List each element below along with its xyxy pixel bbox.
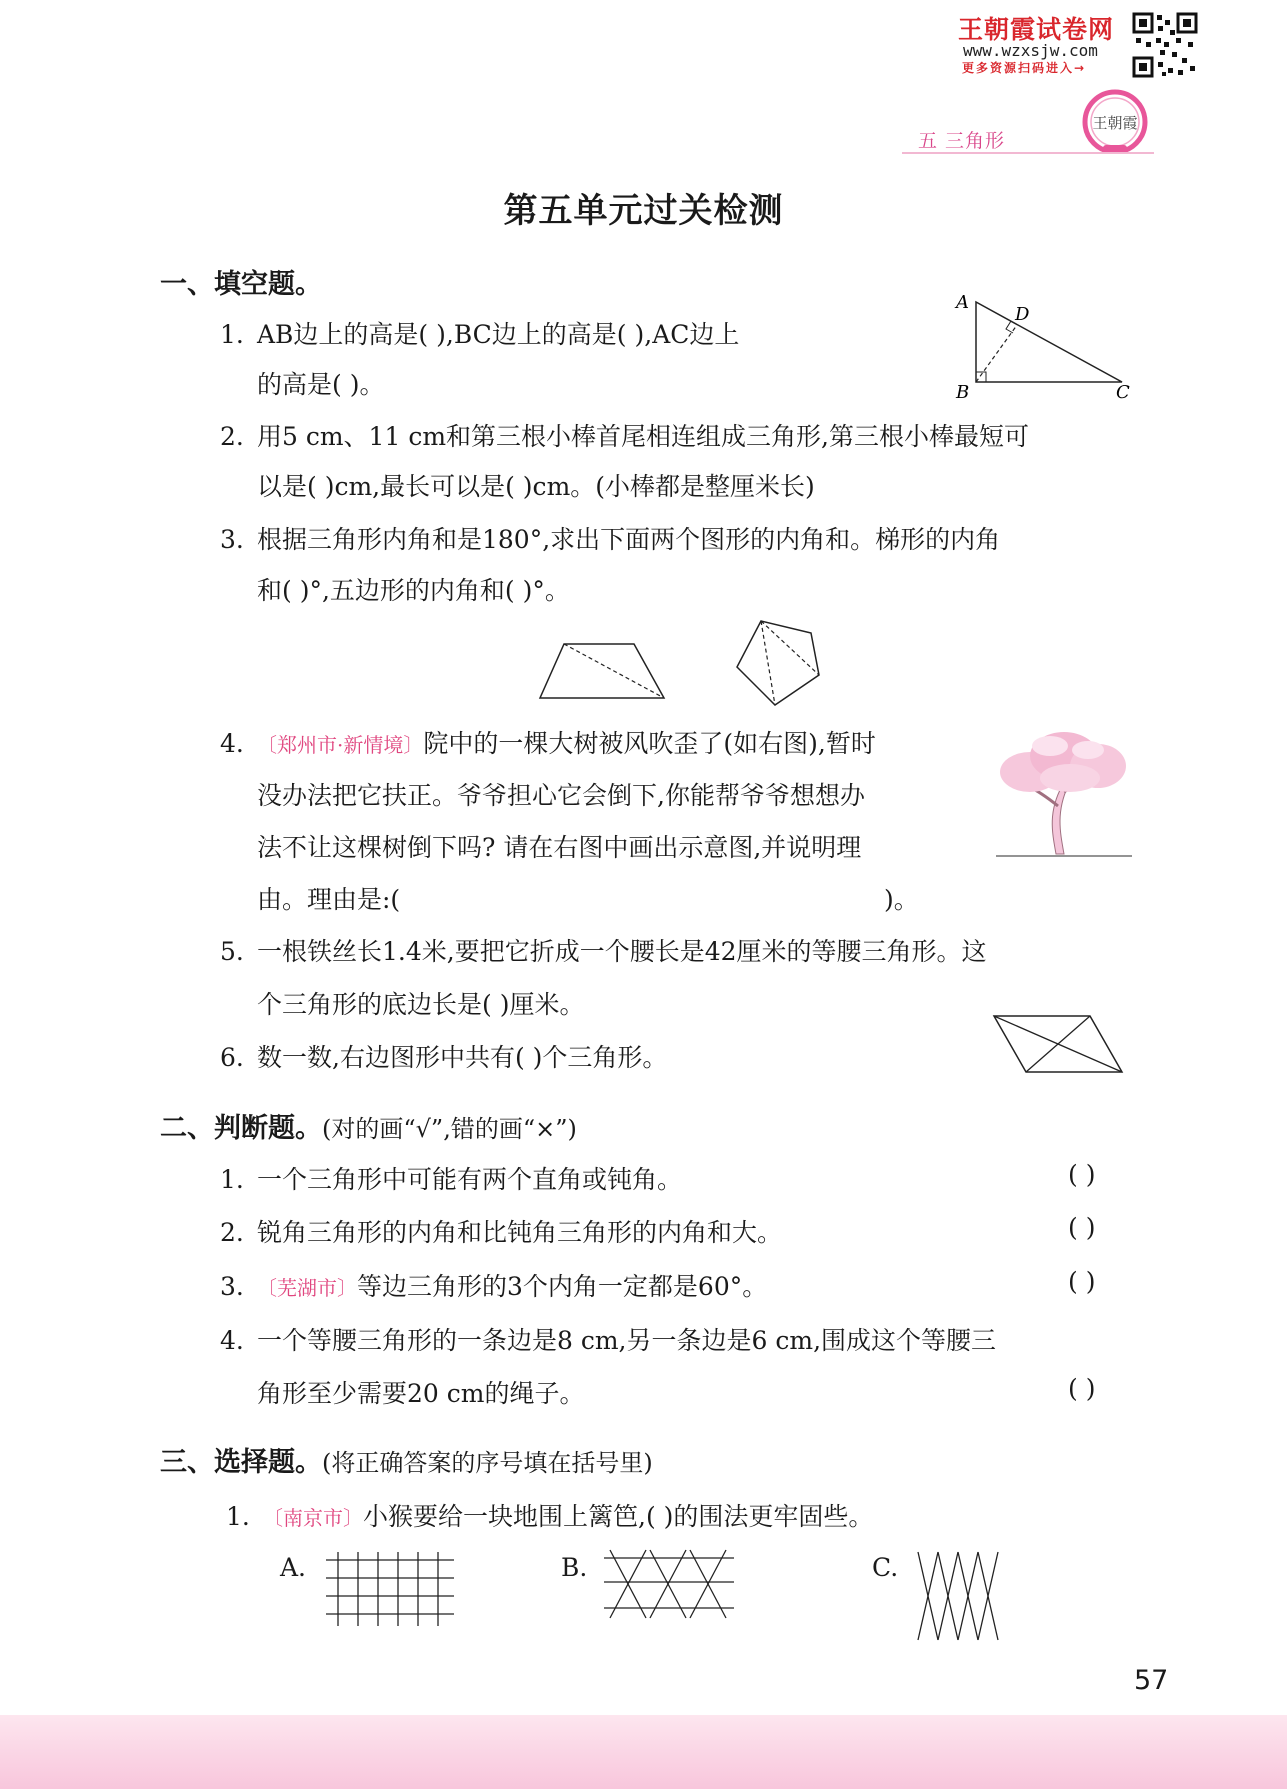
parallelogram-figure	[990, 1012, 1126, 1076]
vertex-d-label: D	[1015, 304, 1030, 325]
q3-text-1: 根据三角形内角和是180°,求出下面两个图形的内角和。梯形的内角	[257, 525, 1001, 554]
q6-text-1: 数一数,右边图形中共有( )个三角形。	[257, 1043, 668, 1072]
q3-line-2: 和( )°,五边形的内角和( )°。	[257, 576, 570, 605]
q1-number: 1.	[220, 320, 244, 349]
judge-q4-answer-blank[interactable]: ( )	[1068, 1374, 1096, 1403]
vertex-a-label: A	[956, 292, 969, 313]
judge-q3-text: 等边三角形的3个内角一定都是60°。	[357, 1272, 768, 1301]
q5-line-2: 个三角形的底边长是( )厘米。	[257, 990, 585, 1019]
q2-number: 2.	[220, 422, 244, 451]
section-1-heading: 一、填空题。	[160, 269, 322, 300]
right-triangle-figure	[950, 290, 1140, 402]
judge-q2-text: 锐角三角形的内角和比钝角三角形的内角和大。	[257, 1218, 783, 1247]
judge-q4-line-1	[220, 1321, 996, 1357]
page-title: 第五单元过关检测	[503, 191, 784, 231]
choice-q1-source-tag: 〔南京市〕	[263, 1506, 363, 1530]
q4-line-1	[220, 724, 876, 760]
section-3-title: 三、选择题。	[160, 1447, 322, 1478]
page-number: 57	[1134, 1665, 1169, 1696]
fence-grid-option-a[interactable]	[326, 1550, 454, 1626]
judge-q1-number: 1.	[220, 1165, 244, 1194]
q2-line-2: 以是( )cm,最长可以是( )cm。(小棒都是整厘米长)	[257, 472, 815, 501]
judge-q2	[220, 1213, 782, 1249]
option-b-label[interactable]: B.	[561, 1553, 588, 1582]
unit-underline	[902, 152, 1154, 154]
q4-line-4a: 由。理由是:(	[257, 885, 401, 914]
leaning-tree-figure	[990, 720, 1136, 870]
judge-q3-number: 3.	[220, 1272, 244, 1301]
fence-cross-option-b[interactable]	[604, 1548, 734, 1620]
section-2-title: 二、判断题。	[160, 1113, 322, 1144]
q1-text-1: AB边上的高是( ),BC边上的高是( ),AC边上	[257, 320, 740, 349]
q5-line-1	[220, 932, 987, 968]
q4-line-3: 法不让这棵树倒下吗? 请在右图中画出示意图,并说明理	[257, 833, 862, 862]
option-c-label[interactable]: C.	[872, 1553, 899, 1582]
q6-line-1	[220, 1038, 667, 1074]
svg-text:王朝霞: 王朝霞	[1092, 114, 1138, 132]
q1-line-1	[220, 315, 739, 351]
brand-badge-logo	[1073, 82, 1157, 154]
judge-q3-source-tag: 〔芜湖市〕	[257, 1276, 357, 1300]
fence-zigzag-option-c[interactable]	[914, 1548, 1004, 1644]
footer-band	[0, 1715, 1287, 1789]
judge-q4-text-1: 一个等腰三角形的一条边是8 cm,另一条边是6 cm,围成这个等腰三	[257, 1326, 997, 1355]
section-2-heading	[160, 1106, 577, 1145]
judge-q1-text: 一个三角形中可能有两个直角或钝角。	[257, 1165, 683, 1194]
judge-q3	[220, 1267, 767, 1303]
q1-line-2: 的高是( )。	[257, 370, 385, 399]
q4-text-1: 院中的一棵大树被风吹歪了(如右图),暂时	[423, 729, 876, 758]
vertex-c-label: C	[1116, 382, 1130, 402]
judge-q4-line-2: 角形至少需要20 cm的绳子。	[257, 1379, 585, 1408]
pentagon-figure	[733, 617, 823, 709]
q3-line-1	[220, 520, 1000, 556]
q5-number: 5.	[220, 937, 244, 966]
q2-text-1: 用5 cm、11 cm和第三根小棒首尾相连组成三角形,第三根小棒最短可	[257, 422, 1029, 451]
q4-number: 4.	[220, 729, 244, 758]
q3-number: 3.	[220, 525, 244, 554]
judge-q4-number: 4.	[220, 1326, 244, 1355]
brand-url: www.wzxsjw.com	[963, 41, 1098, 60]
trapezoid-figure	[538, 640, 668, 702]
choice-q1-number: 1.	[226, 1502, 250, 1531]
q4-source-tag: 〔郑州市·新情境〕	[257, 733, 424, 757]
judge-q1	[220, 1160, 682, 1196]
choice-q1	[226, 1497, 873, 1533]
judge-q1-answer-blank[interactable]: ( )	[1068, 1160, 1096, 1189]
q2-line-1	[220, 417, 1029, 453]
section-3-note: (将正确答案的序号填在括号里)	[322, 1449, 653, 1477]
q5-text-1: 一根铁丝长1.4米,要把它折成一个腰长是42厘米的等腰三角形。这	[257, 937, 987, 966]
judge-q3-answer-blank[interactable]: ( )	[1068, 1267, 1096, 1296]
unit-label: 五 三角形	[918, 130, 1006, 152]
q4-line-2: 没办法把它扶正。爷爷担心它会倒下,你能帮爷爷想想办	[257, 781, 865, 810]
section-3-heading	[160, 1440, 653, 1479]
option-a-label[interactable]: A.	[280, 1553, 307, 1582]
qr-code-icon[interactable]	[1132, 12, 1198, 78]
judge-q2-number: 2.	[220, 1218, 244, 1247]
choice-q1-text: 小猴要给一块地围上篱笆,( )的围法更牢固些。	[363, 1502, 874, 1531]
section-2-note: (对的画“√”,错的画“×”)	[322, 1115, 577, 1143]
brand-name: 王朝霞试卷网	[958, 15, 1115, 44]
q6-number: 6.	[220, 1043, 244, 1072]
more-resources-text: 更多资源扫码进入→	[962, 61, 1087, 75]
judge-q2-answer-blank[interactable]: ( )	[1068, 1213, 1096, 1242]
vertex-b-label: B	[956, 382, 970, 402]
q4-line-4b: )。	[884, 885, 919, 914]
